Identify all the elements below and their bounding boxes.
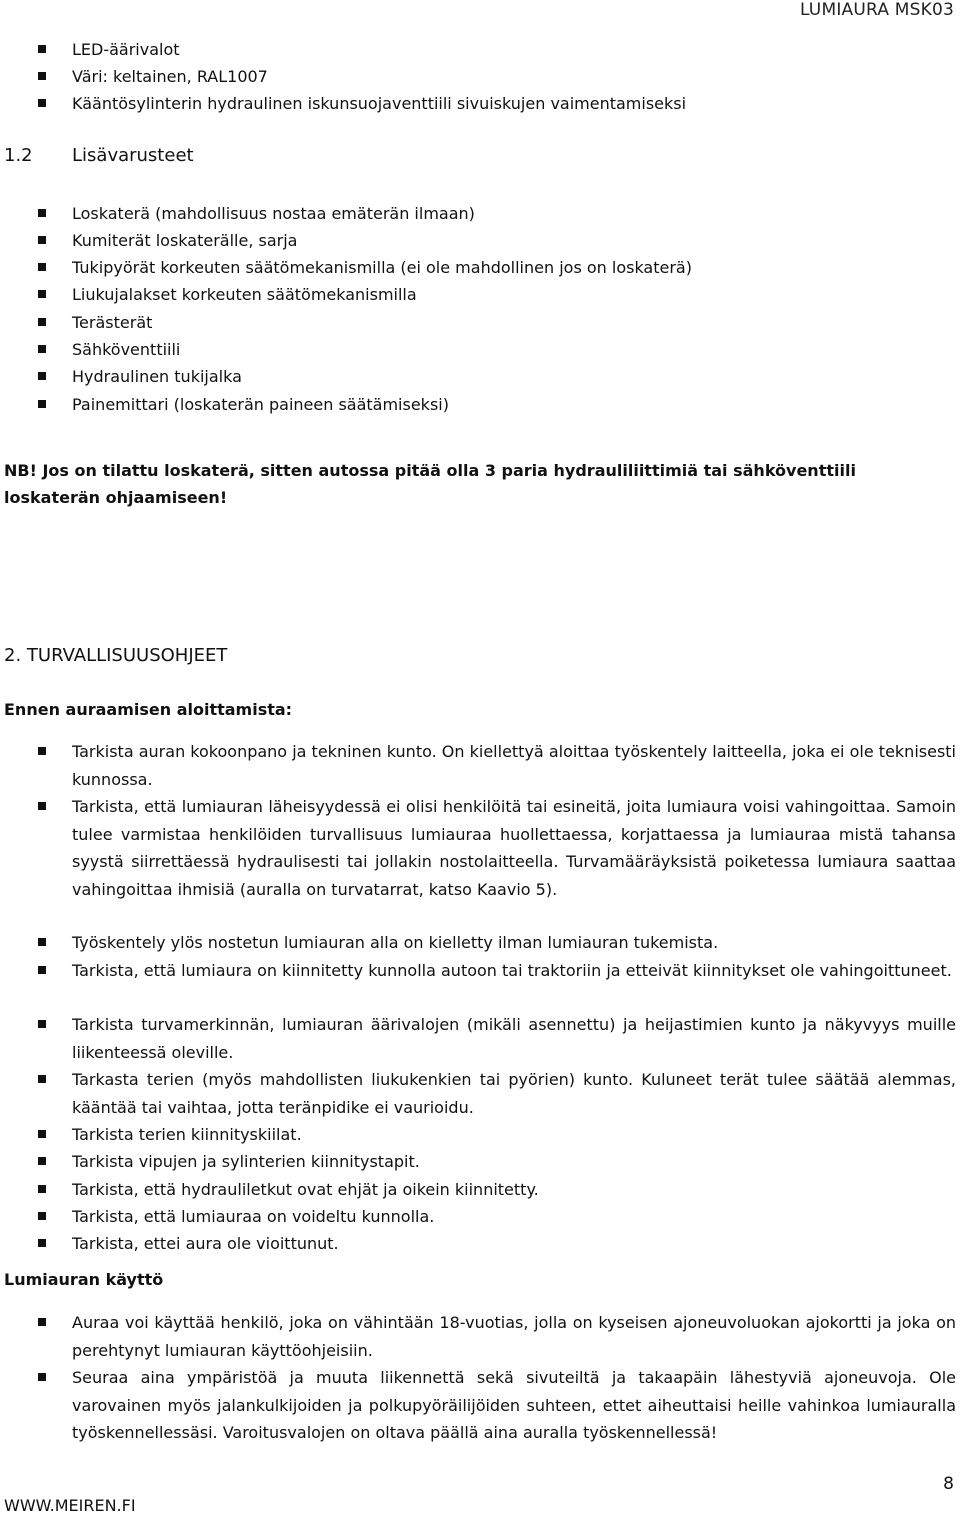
list-item: Kumiterät loskaterälle, sarja xyxy=(72,227,956,255)
list-item: Painemittari (loskaterän paineen säätämiseksi) xyxy=(72,391,956,419)
section-title: Lisävarusteet xyxy=(72,145,194,166)
list-item: Liukujalakset korkeuten säätömekanismilla xyxy=(72,281,956,309)
list-item: Tarkasta terien (myös mahdollisten liukukenkien tai pyörien) kunto. Kuluneet terät tulee säätää alemmas, kääntää tai vaihtaa, jotta teränpidike ei vaurioidu. xyxy=(72,1066,956,1121)
list-item: Tarkista, että lumiauraa on voideltu kunnolla. xyxy=(72,1203,956,1231)
footer-url: WWW.MEIREN.FI xyxy=(4,1496,136,1515)
list-item: Tarkista auran kokoonpano ja tekninen kunto. On kiellettyä aloittaa työskentely laitteella, joka ei ole teknisesti kunnossa. xyxy=(72,738,956,793)
list-item: Kääntösylinterin hydraulinen iskunsuojaventtiili sivuiskujen vaimentamiseksi xyxy=(72,90,956,118)
list-item: Tarkista, että lumiaura on kiinnitetty kunnolla autoon tai traktoriin ja etteivät kiinnitykset ole vahingoittuneet. xyxy=(72,957,956,985)
list-item: Tukipyörät korkeuten säätömekanismilla (ei ole mahdollinen jos on loskaterä) xyxy=(72,254,956,282)
list-item: Tarkista vipujen ja sylinterien kiinnitystapit. xyxy=(72,1148,956,1176)
list-item: Tarkista, että hydrauliletkut ovat ehjät ja oikein kiinnitetty. xyxy=(72,1176,956,1204)
page-number: 8 xyxy=(943,1474,954,1494)
document-code: LUMIAURA MSK03 xyxy=(799,0,954,20)
list-item: Loskaterä (mahdollisuus nostaa emäterän ilmaan) xyxy=(72,200,956,228)
list-item: Työskentely ylös nostetun lumiauran alla on kielletty ilman lumiauran tukemista. xyxy=(72,929,956,957)
nb-note: NB! Jos on tilattu loskaterä, sitten autossa pitää olla 3 paria hydrauliliittimiä tai sähköventtiili loskaterän ohjaamiseen! xyxy=(4,461,856,507)
list-item: Väri: keltainen, RAL1007 xyxy=(72,63,956,91)
list-item: LED-äärivalot xyxy=(72,36,956,64)
list-item: Tarkista turvamerkinnän, lumiauran äärivalojen (mikäli asennettu) ja heijastimien kunto ja näkyvyys muille liikenteessä oleville. xyxy=(72,1011,956,1066)
section-number: 1.2 xyxy=(4,145,33,166)
list-item: Tarkista terien kiinnityskiilat. xyxy=(72,1121,956,1149)
list-item: Terästerät xyxy=(72,309,956,337)
list-item: Tarkista, että lumiauran läheisyydessä ei olisi henkilöitä tai esineitä, joita lumiaura voisi vahingoittaa. Samoin tulee varmistaa henkilöiden turvallisuus lumiauraa huollettaessa, korjattaessa ja lumiauraa mistä tahansa syystä siirrettäessä hydraulisesti tai jollakin nostolaitteella. Turvamääräyksistä poiketessa lumiaura saattaa vahingoittaa ihmisiä (auralla on turvatarrat, katso Kaavio 5). xyxy=(72,793,956,903)
subsection-title: Ennen auraamisen aloittamista: xyxy=(4,700,293,719)
list-item: Hydraulinen tukijalka xyxy=(72,363,956,391)
list-item: Sähköventtiili xyxy=(72,336,956,364)
list-item: Tarkista, ettei aura ole vioittunut. xyxy=(72,1230,956,1258)
list-item: Auraa voi käyttää henkilö, joka on vähintään 18-vuotias, jolla on kyseisen ajoneuvoluokan ajokortti ja joka on perehtynyt lumiauran käyttöohjeisiin. xyxy=(72,1309,956,1364)
subsection-title: Lumiauran käyttö xyxy=(4,1270,164,1289)
list-item: Seuraa aina ympäristöä ja muuta liikennettä sekä sivuteiltä ja takaapäin lähestyviä ajoneuvoja. Ole varovainen myös jalankulkijoiden ja polkupyöräilijöiden suhteen, ettet aiheuttaisi heille vahinkoa lumiauralla työskennellessäsi. Varoitusvalojen on oltava päällä aina auralla työskennellessä! xyxy=(72,1364,956,1447)
section-title: 2. TURVALLISUUSOHJEET xyxy=(4,645,228,666)
